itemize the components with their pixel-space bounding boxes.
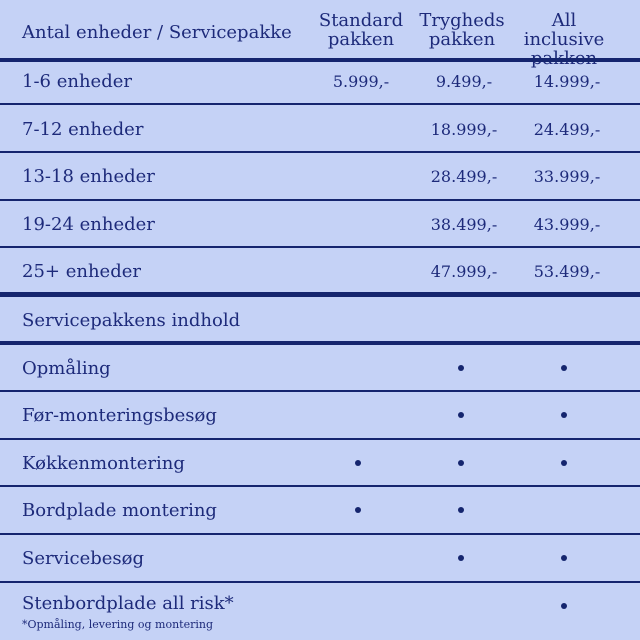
row-label: 7-12 enheder [22,119,144,140]
included-dot-icon [458,412,464,418]
row-label: Stenbordplade all risk* [22,593,234,614]
included-dot-icon [561,365,567,371]
included-dot-icon [458,507,464,513]
price-all-inclusive: 43.999,- [533,215,601,234]
included-dot-icon [561,555,567,561]
feature-row [0,487,640,533]
price-all-inclusive: 33.999,- [533,167,601,186]
included-dot-icon [458,555,464,561]
feature-row [0,345,640,391]
price-all-inclusive: 24.499,- [533,120,601,139]
column-header-trygheds: Trygheds pakken [419,10,505,50]
row-label: 25+ enheder [22,261,141,282]
price-all-inclusive: 14.999,- [533,72,601,91]
header-label: Antal enheder / Servicepakke [22,22,292,43]
row-divider [0,103,640,105]
price-row [0,58,640,104]
row-label: 19-24 enheder [22,214,155,235]
price-trygheds: 47.999,- [430,262,498,281]
included-dot-icon [561,460,567,466]
price-row [0,106,640,152]
section-title: Servicepakkens indhold [22,310,241,331]
row-label: 1-6 enheder [22,71,132,92]
table-header [0,0,640,60]
row-label: Servicebesøg [22,548,145,569]
price-row [0,201,640,247]
included-dot-icon [561,412,567,418]
row-label: Bordplade montering [22,500,217,521]
price-all-inclusive: 53.499,- [533,262,601,281]
included-dot-icon [458,365,464,371]
column-header-all-inclusive: All inclusive [523,10,605,50]
row-label: Opmåling [22,358,111,379]
section-header [0,297,640,343]
feature-row [0,583,640,640]
price-trygheds: 9.499,- [435,72,493,91]
included-dot-icon [355,460,361,466]
row-footnote: *Opmåling, levering og montering [22,618,213,631]
feature-row [0,440,640,486]
included-dot-icon [458,460,464,466]
row-label: Køkkenmontering [22,453,185,474]
price-trygheds: 38.499,- [430,215,498,234]
included-dot-icon [355,507,361,513]
row-label: Før-monteringsbesøg [22,405,217,426]
price-trygheds: 18.999,- [430,120,498,139]
row-label: 13-18 enheder [22,166,155,187]
column-header-standard: Standard pakken [318,10,404,50]
price-trygheds: 28.499,- [430,167,498,186]
feature-row [0,535,640,581]
feature-row [0,392,640,438]
price-row [0,248,640,294]
price-standard: 5.999,- [332,72,390,91]
included-dot-icon [561,603,567,609]
price-row [0,153,640,199]
